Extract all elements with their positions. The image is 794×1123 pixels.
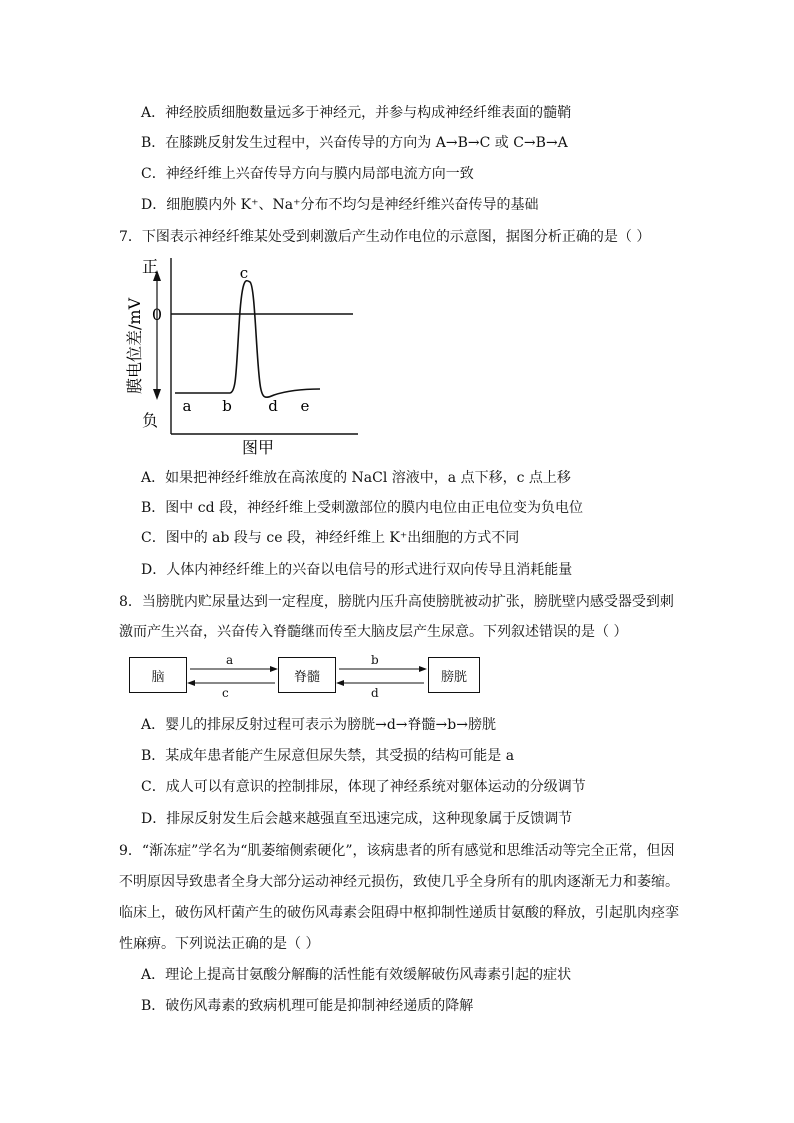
q7-option-c: C．图中的 ab 段与 ce 段，神经纤维上 K⁺出细胞的方式不同 (141, 530, 520, 546)
arrow-right-icon (270, 666, 278, 672)
y-bottom-label: 负 (141, 411, 159, 430)
q9-stem-line4: 性麻痹。下列说法正确的是（ ） (119, 936, 320, 952)
box-spinal-cord: 脊髓 (278, 657, 336, 693)
point-label-e: e (300, 397, 310, 415)
q7-option-a: A．如果把神经纤维放在高浓度的 NaCl 溶液中，a 点下移，c 点上移 (141, 470, 571, 486)
q9-stem-line3: 临床上，破伤风杆菌产生的破伤风毒素会阻碍中枢抑制性递质甘氨酸的释放，引起肌肉痉挛 (119, 905, 679, 921)
point-label-b: b (222, 397, 232, 415)
arrow-label-b: b (371, 653, 379, 667)
arrow-left-icon (187, 680, 195, 686)
box-brain: 脑 (129, 657, 187, 693)
y-zero-label: 0 (151, 305, 163, 324)
box-bladder: 膀胱 (428, 657, 480, 693)
q7-option-d: D．人体内神经纤维上的兴奋以电信号的形式进行双向传导且消耗能量 (141, 562, 573, 578)
q9-stem-line1: 9．“渐冻症”学名为“肌萎缩侧索硬化”，该病患者的所有感觉和思维活动等完全正常，但因 (119, 843, 675, 859)
q9-option-a: A．理论上提高甘氨酸分解酶的活性能有效缓解破伤风毒素引起的症状 (141, 967, 572, 983)
q6-option-a: A．神经胶质细胞数量远多于神经元，并参与构成神经纤维表面的髓鞘 (141, 105, 572, 121)
y-top-label: 正 (141, 257, 159, 276)
chart-title: 图甲 (241, 438, 275, 457)
point-label-d: d (268, 397, 278, 415)
point-label-c: c (239, 264, 249, 282)
arrow-label-d: d (371, 686, 379, 700)
y-axis-label: 膜电位差/mV (125, 297, 144, 394)
down-arrowhead-icon (153, 389, 161, 400)
arrow-left-icon (336, 680, 344, 686)
q8-option-a: A．婴儿的排尿反射过程可表示为膀胱→d→脊髓→b→膀胱 (141, 717, 496, 733)
q6-option-d: D．细胞膜内外 K⁺、Na⁺分布不均匀是神经纤维兴奋传导的基础 (141, 197, 539, 213)
q8-stem-line2: 激而产生兴奋，兴奋传入脊髓继而传至大脑皮层产生尿意。下列叙述错误的是（ ） (119, 624, 628, 640)
q7-stem: 7．下图表示神经纤维某处受到刺激后产生动作电位的示意图，据图分析正确的是（ ） (119, 229, 651, 245)
potential-curve (175, 281, 320, 398)
arrow-right-icon (419, 666, 427, 672)
q8-option-b: B．某成年患者能产生尿意但尿失禁，其受损的结构可能是 a (141, 748, 515, 764)
q7-option-b: B．图中 cd 段，神经纤维上受刺激部位的膜内电位由正电位变为负电位 (141, 500, 583, 516)
action-potential-chart (124, 254, 364, 464)
point-label-a: a (182, 397, 192, 415)
q6-option-c: C．神经纤维上兴奋传导方向与膜内局部电流方向一致 (141, 166, 474, 182)
arrow-label-c: c (222, 686, 229, 700)
q8-option-c: C．成人可以有意识的控制排尿，体现了神经系统对躯体运动的分级调节 (141, 779, 586, 795)
q8-option-d: D．排尿反射发生后会越来越强直至迅速完成，这种现象属于反馈调节 (141, 811, 573, 827)
q8-stem-line1: 8．当膀胱内贮尿量达到一定程度，膀胱内压升高使膀胱被动扩张，膀胱壁内感受器受到刺 (119, 594, 674, 610)
arrow-label-a: a (226, 653, 234, 667)
q6-option-b: B．在膝跳反射发生过程中，兴奋传导的方向为 A→B→C 或 C→B→A (141, 135, 568, 151)
q9-stem-line2: 不明原因导致患者全身大部分运动神经元损伤，致使几乎全身所有的肌肉逐渐无力和萎缩。 (119, 874, 679, 890)
q9-option-b: B．破伤风毒素的致病机理可能是抑制神经递质的降解 (141, 998, 474, 1014)
